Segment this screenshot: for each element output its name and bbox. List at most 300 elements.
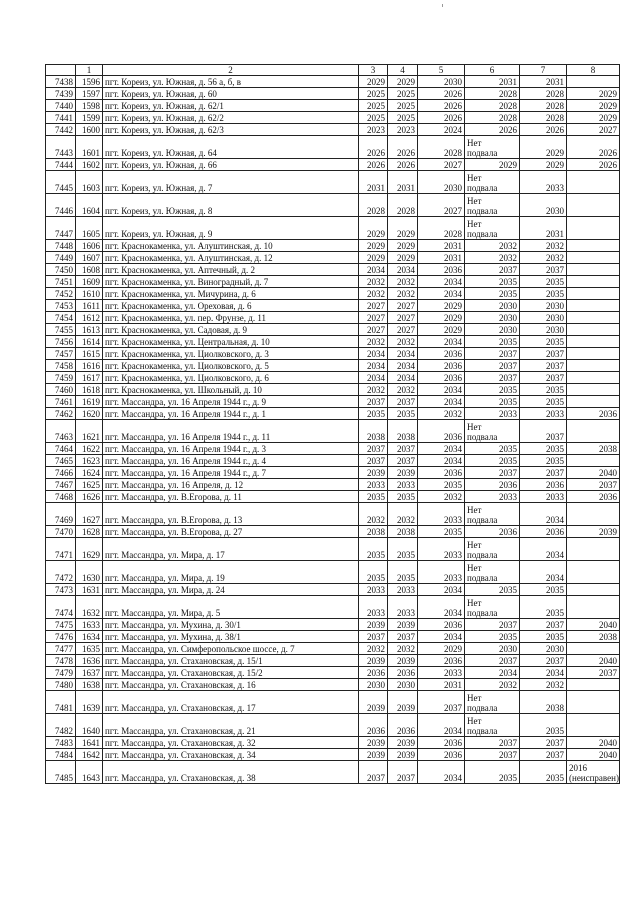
col-3-value: 2037	[359, 443, 388, 455]
col-3-value: 2034	[359, 360, 388, 372]
col-3-value: 2035	[359, 538, 388, 561]
table-row	[46, 420, 620, 443]
object-id: 1615	[76, 348, 103, 360]
table-row	[46, 194, 620, 217]
col-8-value	[567, 372, 620, 384]
object-id: 1633	[76, 619, 103, 631]
col-3-value: 2033	[359, 479, 388, 491]
table-row	[46, 159, 620, 171]
object-id: 1613	[76, 324, 103, 336]
col-5-value: 2036	[418, 348, 465, 360]
table-row	[46, 288, 620, 300]
col-5-value: 2034	[418, 443, 465, 455]
col-3-value: 2027	[359, 300, 388, 312]
col-6-value	[465, 217, 520, 240]
address: пгт. Массандра, ул. 16 Апреля 1944 г., д. 4	[103, 455, 359, 467]
cell-line: Нет	[467, 540, 482, 550]
row-number: 7449	[46, 252, 76, 264]
col-7-value: 2028	[520, 100, 567, 112]
col-5-value: 2034	[418, 584, 465, 596]
table-row	[46, 88, 620, 100]
col-4-value: 2032	[388, 276, 418, 288]
address: пгт. Массандра, ул. Мухина, д. 30/1	[103, 619, 359, 631]
address: пгт. Массандра, ул. Стахановская, д. 15/1	[103, 655, 359, 667]
row-number: 7469	[46, 503, 76, 526]
object-id: 1619	[76, 396, 103, 408]
table-row	[46, 124, 620, 136]
col-5-value: 2030	[418, 171, 465, 194]
object-id: 1596	[76, 76, 103, 88]
object-id: 1630	[76, 561, 103, 584]
table-row	[46, 443, 620, 455]
col-5-value: 2036	[418, 619, 465, 631]
col-3-value: 2039	[359, 691, 388, 714]
object-id: 1604	[76, 194, 103, 217]
cell-line: подвала	[467, 726, 498, 736]
col-8-value	[567, 643, 620, 655]
col-6-value: 2030	[465, 300, 520, 312]
col-4-value: 2026	[388, 159, 418, 171]
address: пгт. Кореиз, ул. Южная, д. 66	[103, 159, 359, 171]
col-8-value: 2037	[567, 667, 620, 679]
col-8-value: 2027	[567, 124, 620, 136]
col-7-value: 2035	[520, 596, 567, 619]
cell-line: Нет	[467, 716, 482, 726]
col-8-value: 2026	[567, 136, 620, 159]
row-number: 7482	[46, 714, 76, 737]
col-5-value: 2032	[418, 491, 465, 503]
cell-line: подвала	[467, 206, 498, 216]
col-5-value: 2035	[418, 479, 465, 491]
col-7-value: 2035	[520, 288, 567, 300]
cell-line: подвала	[467, 229, 498, 239]
col-6-value: 2035	[465, 396, 520, 408]
col-6-value: 2030	[465, 312, 520, 324]
object-id: 1611	[76, 300, 103, 312]
col-7-value: 2035	[520, 761, 567, 784]
col-3-value: 2030	[359, 679, 388, 691]
col-4-value: 2035	[388, 538, 418, 561]
row-number: 7483	[46, 737, 76, 749]
col-3-value: 2038	[359, 420, 388, 443]
col-7-value: 2033	[520, 491, 567, 503]
col-7-value: 2035	[520, 396, 567, 408]
col-5-value: 2026	[418, 100, 465, 112]
col-6-value	[465, 714, 520, 737]
col-6-value: 2031	[465, 76, 520, 88]
col-8-value	[567, 252, 620, 264]
col-4-value: 2025	[388, 100, 418, 112]
col-3-value: 2035	[359, 408, 388, 420]
table-row	[46, 217, 620, 240]
col-7-value: 2029	[520, 136, 567, 159]
object-id: 1602	[76, 159, 103, 171]
row-number: 7460	[46, 384, 76, 396]
col-6-value: 2035	[465, 336, 520, 348]
col-7-value: 2030	[520, 300, 567, 312]
col-7-value: 2037	[520, 655, 567, 667]
cell-line: подвала	[467, 703, 498, 713]
header-col: 8	[567, 65, 620, 76]
table-row	[46, 264, 620, 276]
cell-line: подвала	[467, 608, 498, 618]
object-id: 1598	[76, 100, 103, 112]
object-id: 1638	[76, 679, 103, 691]
col-8-value: 2040	[567, 467, 620, 479]
col-3-value: 2025	[359, 100, 388, 112]
col-8-value	[567, 264, 620, 276]
col-6-value: 2032	[465, 252, 520, 264]
col-8-value: 2040	[567, 619, 620, 631]
col-7-value: 2036	[520, 479, 567, 491]
col-7-value: 2037	[520, 749, 567, 761]
address: пгт. Краснокаменка, ул. Алуштинская, д. 10	[103, 240, 359, 252]
table-row	[46, 761, 620, 784]
cell-line: подвала	[467, 573, 498, 583]
object-id: 1616	[76, 360, 103, 372]
col-3-value: 2038	[359, 526, 388, 538]
col-7-value: 2037	[520, 619, 567, 631]
col-8-value	[567, 679, 620, 691]
address: пгт. Массандра, ул. 16 Апреля, д. 12	[103, 479, 359, 491]
col-7-value: 2032	[520, 240, 567, 252]
col-8-value	[567, 420, 620, 443]
row-number: 7484	[46, 749, 76, 761]
col-4-value: 2039	[388, 655, 418, 667]
header-col: 7	[520, 65, 567, 76]
col-5-value: 2027	[418, 194, 465, 217]
object-id: 1597	[76, 88, 103, 100]
col-3-value: 2029	[359, 76, 388, 88]
cell-line: Нет	[467, 138, 482, 148]
col-3-value: 2029	[359, 252, 388, 264]
address: пгт. Массандра, ул. Стахановская, д. 16	[103, 679, 359, 691]
col-4-value: 2039	[388, 619, 418, 631]
row-number: 7452	[46, 288, 76, 300]
table-body	[46, 76, 620, 784]
col-5-value: 2031	[418, 252, 465, 264]
row-number: 7438	[46, 76, 76, 88]
col-8-value: 2036	[567, 491, 620, 503]
row-number: 7459	[46, 372, 76, 384]
col-4-value: 2037	[388, 455, 418, 467]
col-7-value: 2030	[520, 643, 567, 655]
col-8-value: 2036	[567, 408, 620, 420]
table-row	[46, 100, 620, 112]
col-7-value: 2038	[520, 691, 567, 714]
address: пгт. Массандра, ул. Мира, д. 24	[103, 584, 359, 596]
table-row	[46, 714, 620, 737]
row-number: 7451	[46, 276, 76, 288]
object-id: 1612	[76, 312, 103, 324]
cell-line: (неисправен)	[569, 773, 619, 783]
object-id: 1620	[76, 408, 103, 420]
address: пгт. Кореиз, ул. Южная, д. 62/1	[103, 100, 359, 112]
object-id: 1599	[76, 112, 103, 124]
row-number: 7479	[46, 667, 76, 679]
col-3-value: 2034	[359, 372, 388, 384]
object-id: 1609	[76, 276, 103, 288]
address: пгт. Краснокаменка, ул. Циолковского, д. 3	[103, 348, 359, 360]
col-3-value: 2023	[359, 124, 388, 136]
schedule-table	[45, 64, 620, 784]
address: пгт. Массандра, ул. 16 Апреля 1944 г., д. 7	[103, 467, 359, 479]
col-7-value: 2037	[520, 467, 567, 479]
object-id: 1625	[76, 479, 103, 491]
object-id: 1607	[76, 252, 103, 264]
col-6-value	[465, 561, 520, 584]
col-7-value: 2035	[520, 631, 567, 643]
col-4-value: 2039	[388, 749, 418, 761]
row-number: 7480	[46, 679, 76, 691]
row-number: 7441	[46, 112, 76, 124]
col-5-value: 2026	[418, 112, 465, 124]
address: пгт. Кореиз, ул. Южная, д. 62/3	[103, 124, 359, 136]
col-4-value: 2034	[388, 360, 418, 372]
col-8-value	[567, 596, 620, 619]
col-3-value: 2025	[359, 112, 388, 124]
col-4-value: 2032	[388, 643, 418, 655]
col-5-value: 2034	[418, 455, 465, 467]
table-row	[46, 276, 620, 288]
table-row	[46, 455, 620, 467]
col-4-value: 2039	[388, 691, 418, 714]
address: пгт. Массандра, ул. Стахановская, д. 17	[103, 691, 359, 714]
col-5-value: 2036	[418, 749, 465, 761]
row-number: 7478	[46, 655, 76, 667]
col-6-value	[465, 503, 520, 526]
col-6-value: 2037	[465, 619, 520, 631]
col-4-value: 2034	[388, 372, 418, 384]
col-6-value	[465, 171, 520, 194]
table-row	[46, 655, 620, 667]
col-4-value: 2038	[388, 420, 418, 443]
table-row	[46, 112, 620, 124]
col-7-value: 2035	[520, 276, 567, 288]
col-3-value: 2035	[359, 561, 388, 584]
object-id: 1601	[76, 136, 103, 159]
col-7-value: 2028	[520, 112, 567, 124]
col-6-value: 2037	[465, 264, 520, 276]
table-row	[46, 312, 620, 324]
address: пгт. Краснокаменка, ул. Садовая, д. 9	[103, 324, 359, 336]
row-number: 7477	[46, 643, 76, 655]
col-6-value: 2037	[465, 348, 520, 360]
col-8-value	[567, 503, 620, 526]
col-7-value: 2035	[520, 336, 567, 348]
col-8-value	[567, 348, 620, 360]
address: пгт. Массандра, ул. 16 Апреля 1944 г., д. 11	[103, 420, 359, 443]
col-4-value: 2031	[388, 171, 418, 194]
col-7-value: 2034	[520, 503, 567, 526]
col-6-value: 2028	[465, 100, 520, 112]
col-7-value: 2032	[520, 252, 567, 264]
col-5-value: 2033	[418, 667, 465, 679]
table-row	[46, 324, 620, 336]
scan-speck	[442, 4, 443, 7]
col-3-value: 2027	[359, 312, 388, 324]
col-3-value: 2036	[359, 714, 388, 737]
col-5-value: 2030	[418, 76, 465, 88]
col-6-value: 2032	[465, 679, 520, 691]
object-id: 1605	[76, 217, 103, 240]
row-number: 7462	[46, 408, 76, 420]
col-6-value	[465, 420, 520, 443]
object-id: 1622	[76, 443, 103, 455]
col-5-value: 2034	[418, 714, 465, 737]
col-3-value: 2026	[359, 136, 388, 159]
table-row	[46, 171, 620, 194]
address: пгт. Краснокаменка, ул. Циолковского, д. 5	[103, 360, 359, 372]
address: пгт. Краснокаменка, ул. Школьный, д. 10	[103, 384, 359, 396]
col-6-value	[465, 194, 520, 217]
col-7-value: 2032	[520, 679, 567, 691]
col-5-value: 2029	[418, 300, 465, 312]
address: пгт. Массандра, ул. Стахановская, д. 21	[103, 714, 359, 737]
col-8-value: 2029	[567, 112, 620, 124]
address: пгт. Массандра, ул. В.Егорова, д. 13	[103, 503, 359, 526]
address: пгт. Массандра, ул. В.Егорова, д. 27	[103, 526, 359, 538]
col-5-value: 2027	[418, 159, 465, 171]
col-7-value: 2033	[520, 171, 567, 194]
row-number: 7472	[46, 561, 76, 584]
table-row	[46, 667, 620, 679]
col-6-value: 2035	[465, 288, 520, 300]
col-7-value: 2037	[520, 348, 567, 360]
col-3-value: 2032	[359, 384, 388, 396]
col-7-value: 2037	[520, 420, 567, 443]
col-3-value: 2031	[359, 171, 388, 194]
address: пгт. Краснокаменка, ул. Виноградный, д. 7	[103, 276, 359, 288]
col-8-value	[567, 455, 620, 467]
row-number: 7468	[46, 491, 76, 503]
address: пгт. Массандра, ул. Мира, д. 5	[103, 596, 359, 619]
table-row	[46, 737, 620, 749]
col-3-value: 2033	[359, 584, 388, 596]
col-7-value: 2026	[520, 124, 567, 136]
row-number: 7470	[46, 526, 76, 538]
header-row	[46, 65, 620, 76]
col-5-value: 2035	[418, 526, 465, 538]
row-number: 7471	[46, 538, 76, 561]
col-8-value	[567, 312, 620, 324]
col-6-value	[465, 538, 520, 561]
col-3-value: 2039	[359, 737, 388, 749]
col-8-value	[567, 584, 620, 596]
col-7-value: 2031	[520, 76, 567, 88]
address: пгт. Кореиз, ул. Южная, д. 56 а, б, в	[103, 76, 359, 88]
table-row	[46, 136, 620, 159]
col-4-value: 2036	[388, 667, 418, 679]
table-row	[46, 749, 620, 761]
col-6-value: 2032	[465, 240, 520, 252]
col-4-value: 2035	[388, 561, 418, 584]
table-row	[46, 372, 620, 384]
col-6-value: 2035	[465, 276, 520, 288]
col-4-value: 2036	[388, 714, 418, 737]
col-7-value: 2036	[520, 526, 567, 538]
table-row	[46, 596, 620, 619]
col-3-value: 2035	[359, 491, 388, 503]
address: пгт. Кореиз, ул. Южная, д. 7	[103, 171, 359, 194]
col-4-value: 2027	[388, 312, 418, 324]
col-8-value	[567, 360, 620, 372]
table-row	[46, 643, 620, 655]
col-6-value: 2030	[465, 324, 520, 336]
col-7-value: 2034	[520, 667, 567, 679]
col-6-value: 2030	[465, 643, 520, 655]
col-6-value: 2035	[465, 631, 520, 643]
row-number: 7463	[46, 420, 76, 443]
col-6-value: 2028	[465, 88, 520, 100]
col-6-value: 2037	[465, 467, 520, 479]
col-7-value: 2035	[520, 714, 567, 737]
cell-line: 2016	[569, 763, 587, 773]
col-5-value: 2034	[418, 761, 465, 784]
row-number: 7457	[46, 348, 76, 360]
address: пгт. Кореиз, ул. Южная, д. 64	[103, 136, 359, 159]
col-4-value: 2023	[388, 124, 418, 136]
col-6-value: 2036	[465, 526, 520, 538]
address: пгт. Массандра, ул. Стахановская, д. 38	[103, 761, 359, 784]
col-5-value: 2034	[418, 288, 465, 300]
row-number: 7485	[46, 761, 76, 784]
address: пгт. Краснокаменка, ул. Алуштинская, д. 12	[103, 252, 359, 264]
col-6-value: 2036	[465, 479, 520, 491]
col-3-value: 2032	[359, 503, 388, 526]
col-8-value	[567, 324, 620, 336]
col-8-value	[567, 714, 620, 737]
col-5-value: 2034	[418, 336, 465, 348]
col-4-value: 2029	[388, 240, 418, 252]
cell-line: подвала	[467, 432, 498, 442]
col-4-value: 2032	[388, 384, 418, 396]
object-id: 1642	[76, 749, 103, 761]
col-8-value	[567, 76, 620, 88]
address: пгт. Массандра, ул. Стахановская, д. 15/2	[103, 667, 359, 679]
col-8-value	[567, 288, 620, 300]
table-row	[46, 679, 620, 691]
table-row	[46, 479, 620, 491]
col-8-value	[567, 761, 620, 784]
object-id: 1641	[76, 737, 103, 749]
col-8-value: 2029	[567, 100, 620, 112]
col-5-value: 2024	[418, 124, 465, 136]
col-4-value: 2037	[388, 761, 418, 784]
col-4-value: 2033	[388, 584, 418, 596]
address: пгт. Краснокаменка, ул. Аптечный, д. 2	[103, 264, 359, 276]
table-row	[46, 503, 620, 526]
col-3-value: 2039	[359, 655, 388, 667]
col-4-value: 2027	[388, 324, 418, 336]
table-row	[46, 348, 620, 360]
col-8-value	[567, 194, 620, 217]
address: пгт. Краснокаменка, ул. Мичурина, д. 6	[103, 288, 359, 300]
col-5-value: 2036	[418, 372, 465, 384]
row-number: 7440	[46, 100, 76, 112]
col-7-value: 2033	[520, 408, 567, 420]
col-8-value: 2026	[567, 159, 620, 171]
col-4-value: 2034	[388, 348, 418, 360]
object-id: 1639	[76, 691, 103, 714]
object-id: 1636	[76, 655, 103, 667]
col-8-value: 2040	[567, 655, 620, 667]
col-7-value: 2031	[520, 217, 567, 240]
col-5-value: 2026	[418, 88, 465, 100]
table-row	[46, 76, 620, 88]
address: пгт. Массандра, ул. Мухина, д. 38/1	[103, 631, 359, 643]
table-row	[46, 526, 620, 538]
